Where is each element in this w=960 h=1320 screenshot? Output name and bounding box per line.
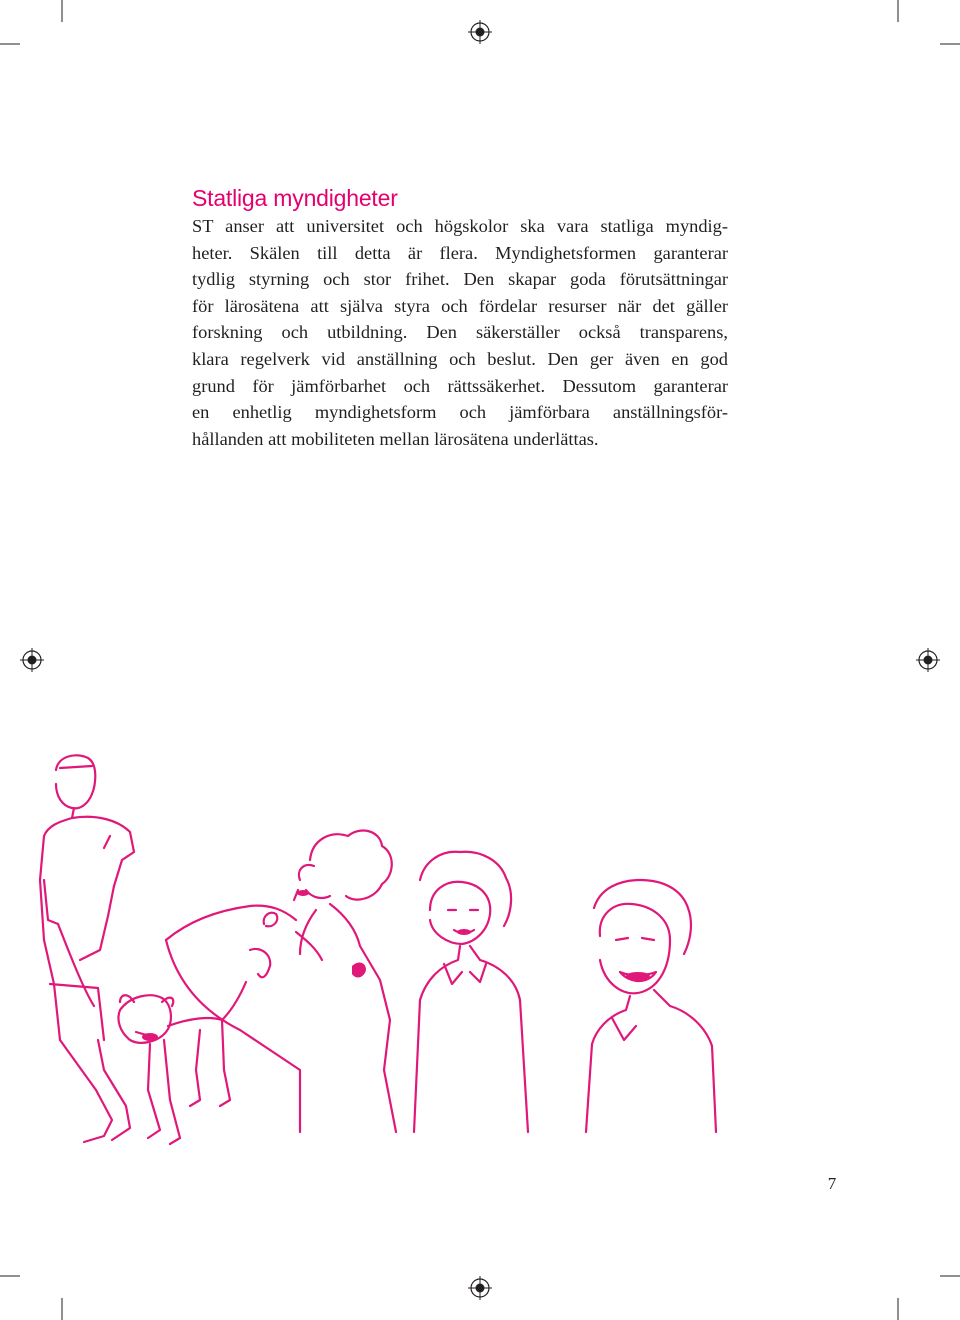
- shouting-woman-figure: [166, 831, 396, 1132]
- registration-mark-top-icon: [468, 20, 492, 44]
- text-line: tydlig styrning och stor frihet. Den skapar goda förutsättningar: [192, 269, 728, 290]
- section-title: Statliga myndigheter: [192, 185, 398, 211]
- man-figure: [40, 755, 134, 1142]
- text-line: grund för jämförbarhet och rättssäkerhet. Dessutom garanterar: [192, 375, 728, 396]
- text-line: hållanden att mobiliteten mellan lärosätena underlättas.: [192, 428, 599, 449]
- text-line: heter. Skälen till detta är flera. Myndighetsformen garanterar: [192, 242, 728, 263]
- smiling-woman-figure: [586, 880, 716, 1132]
- curly-hair-woman-figure: [414, 852, 528, 1132]
- people-line-drawing-icon: [0, 740, 760, 1170]
- text-line: för lärosätena att själva styra och fördelar resurser när det gäller: [192, 295, 728, 316]
- registration-mark-left-icon: [20, 648, 44, 672]
- registration-mark-bottom-icon: [468, 1276, 492, 1300]
- text-line: en enhetlig myndighetsform och jämförbara anställningsför-: [192, 402, 728, 423]
- dog-figure: [118, 982, 246, 1144]
- page-number: 7: [827, 1174, 837, 1193]
- body-paragraph: [192, 213, 728, 452]
- text-line: forskning och utbildning. Den säkerställer också transparens,: [192, 322, 728, 343]
- text-line: ST anser att universitet och högskolor ska vara statliga myndig-: [192, 216, 728, 236]
- registration-mark-right-icon: [916, 648, 940, 672]
- leash: [58, 924, 94, 1006]
- text-line: klara regelverk vid anställning och beslut. Den ger även en god: [192, 348, 728, 369]
